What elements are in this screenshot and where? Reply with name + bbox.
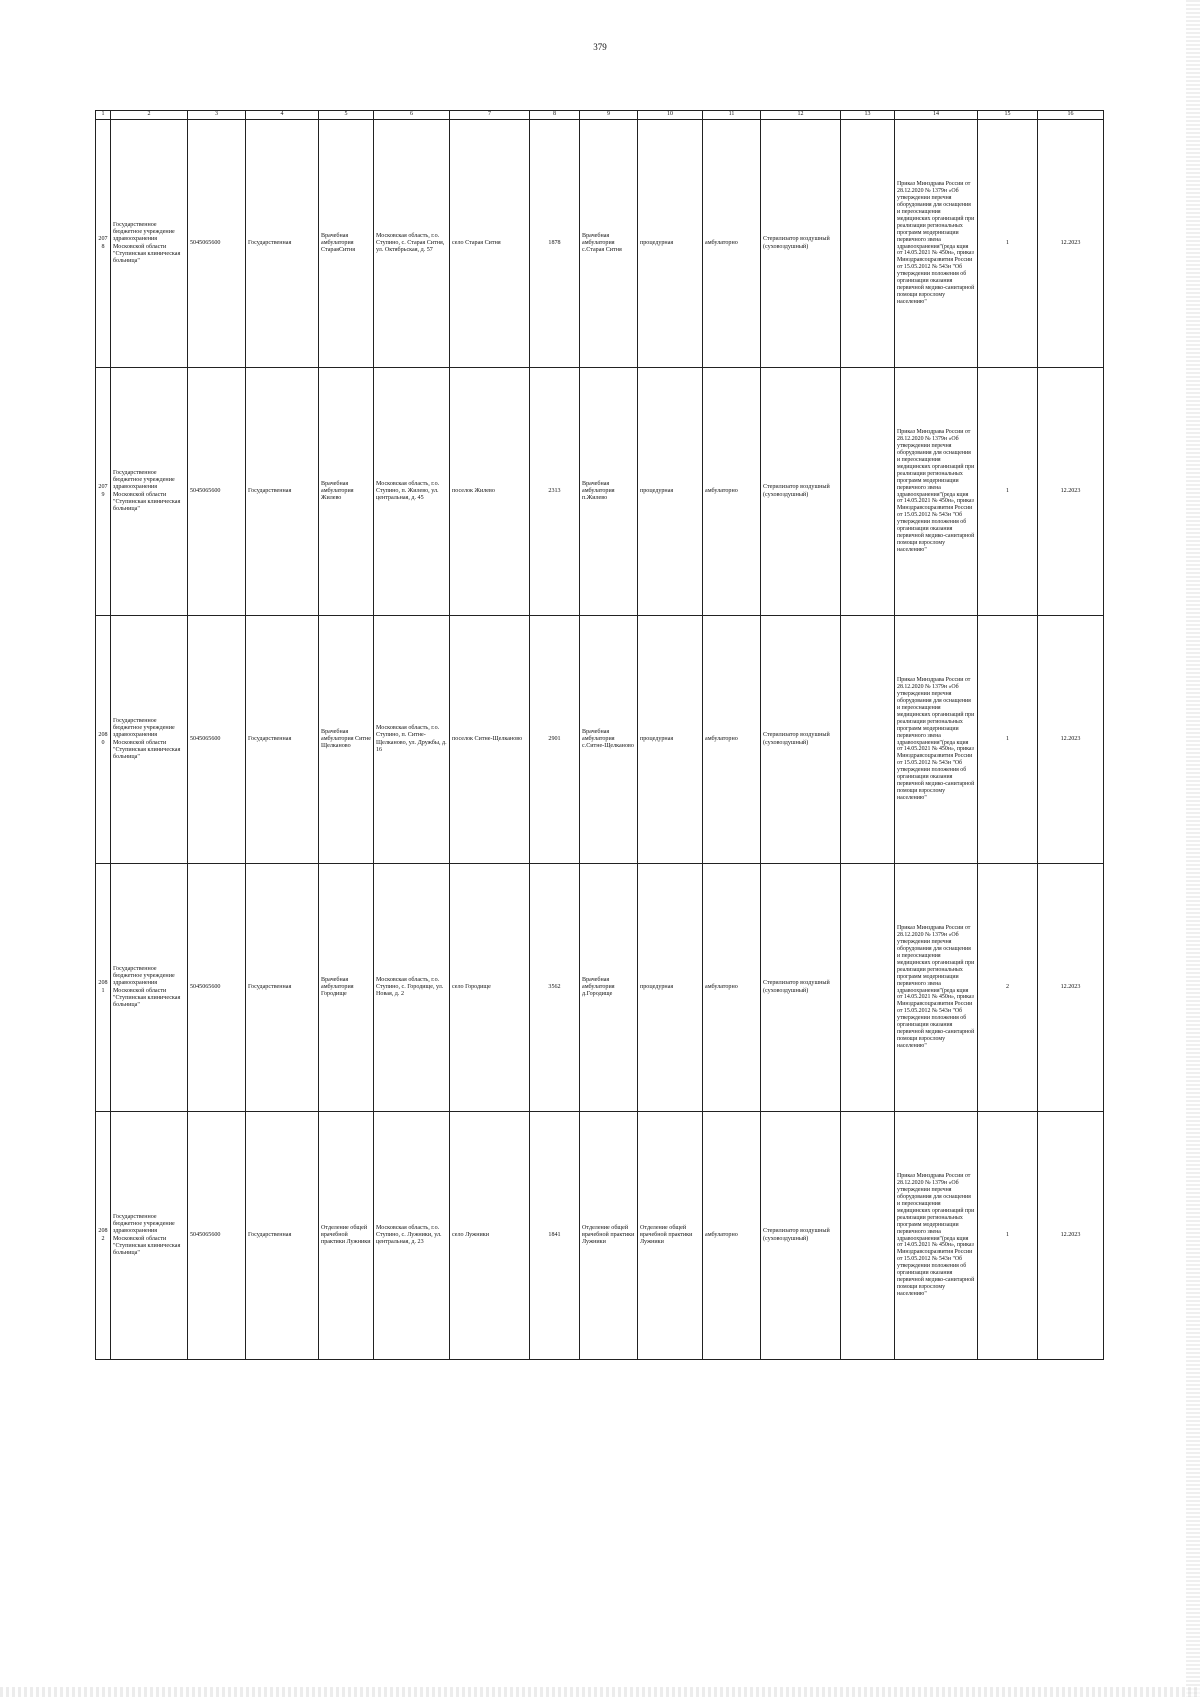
room-cell: Отделение общей врачебной практики Лужники [638, 1112, 703, 1360]
col13-cell [841, 616, 895, 864]
unit-cell: Врачебная амбулатория Жилево [319, 368, 374, 616]
column-header: 13 [841, 111, 895, 120]
row-number: 2080 [96, 616, 111, 864]
inn-cell: 5045065600 [188, 120, 246, 368]
column-header: 9 [580, 111, 638, 120]
basis-cell: Приказ Минздрава России от 28.12.2020 № 1379н «Об утверждении перечня оборудования для оснащения и переоснащения медицинских организаций при реализации региональных программ модернизации первичного звена здравоохранения"(реда кция от 14.05.2021 № 450н», приказ Минздравсоцразвития России от 15.05.2012 № 543н "Об утверждении положения об организации оказания первичной медико-санитарной помощи взрослому населению" [895, 616, 978, 864]
date-cell: 12.2023 [1038, 120, 1104, 368]
column-header: 5 [319, 111, 374, 120]
unit-cell: Врачебная амбулатория Городище [319, 864, 374, 1112]
column-header: 7 [450, 111, 530, 120]
address-cell: Московская область, г.о. Ступино, п. Ситне-Щелканово, ул. Дружбы, д. 16 [374, 616, 450, 864]
organization-cell: Государственное бюджетное учреждение здравоохранения Московской области "Ступинская клиническая больница" [111, 1112, 188, 1360]
scan-edge-bottom [0, 1687, 1200, 1697]
date-cell: 12.2023 [1038, 1112, 1104, 1360]
table-row [96, 864, 1104, 1112]
column-header: 10 [638, 111, 703, 120]
basis-cell: Приказ Минздрава России от 28.12.2020 № 1379н «Об утверждении перечня оборудования для оснащения и переоснащения медицинских организаций при реализации региональных программ модернизации первичного звена здравоохранения"(реда кция от 14.05.2021 № 450н», приказ Минздравсоцразвития России от 15.05.2012 № 543н "Об утверждении положения об организации оказания первичной медико-санитарной помощи взрослому населению" [895, 120, 978, 368]
col13-cell [841, 120, 895, 368]
settlement-cell: село Лужники [450, 1112, 530, 1360]
row-number: 2079 [96, 368, 111, 616]
date-cell: 12.2023 [1038, 368, 1104, 616]
column-header: 1 [96, 111, 111, 120]
room-cell: процедурная [638, 368, 703, 616]
settlement-cell: село Городище [450, 864, 530, 1112]
subdivision-cell: Отделение общей врачебной практики Лужники [580, 1112, 638, 1360]
row-number: 2082 [96, 1112, 111, 1360]
quantity-cell: 1 [978, 120, 1038, 368]
settlement-cell: поселок Ситне-Щелканово [450, 616, 530, 864]
ownership-cell: Государственная [246, 1112, 319, 1360]
equipment-cell: Стерилизатор воздушный (суховоздушный) [761, 1112, 841, 1360]
equipment-cell: Стерилизатор воздушный (суховоздушный) [761, 864, 841, 1112]
table-row [96, 120, 1104, 368]
col13-cell [841, 368, 895, 616]
address-cell: Московская область, г.о. Ступино, с. Старая Ситня, ул. Октябрьская, д. 57 [374, 120, 450, 368]
organization-cell: Государственное бюджетное учреждение здравоохранения Московской области "Ступинская клиническая больница" [111, 120, 188, 368]
table-row [96, 616, 1104, 864]
table-row [96, 1112, 1104, 1360]
ownership-cell: Государственная [246, 120, 319, 368]
ownership-cell: Государственная [246, 368, 319, 616]
ownership-cell: Государственная [246, 616, 319, 864]
basis-cell: Приказ Минздрава России от 28.12.2020 № 1379н «Об утверждении перечня оборудования для оснащения и переоснащения медицинских организаций при реализации региональных программ модернизации первичного звена здравоохранения"(реда кция от 14.05.2021 № 450н», приказ Минздравсоцразвития России от 15.05.2012 № 543н "Об утверждении положения об организации оказания первичной медико-санитарной помощи взрослому населению" [895, 864, 978, 1112]
page-number: 379 [593, 42, 607, 52]
column-header: 4 [246, 111, 319, 120]
col13-cell [841, 1112, 895, 1360]
population-cell: 3562 [530, 864, 580, 1112]
equipment-registry-table [95, 110, 1104, 1360]
table-row [96, 368, 1104, 616]
date-cell: 12.2023 [1038, 864, 1104, 1112]
population-cell: 2901 [530, 616, 580, 864]
col13-cell [841, 864, 895, 1112]
column-header: 8 [530, 111, 580, 120]
quantity-cell: 1 [978, 1112, 1038, 1360]
unit-cell: Отделение общей врачебной практики Лужники [319, 1112, 374, 1360]
column-header: 6 [374, 111, 450, 120]
organization-cell: Государственное бюджетное учреждение здравоохранения Московской области "Ступинская клиническая больница" [111, 864, 188, 1112]
column-header: 11 [703, 111, 761, 120]
address-cell: Московская область, г.о. Ступино, с. Городище, ул. Новая, д. 2 [374, 864, 450, 1112]
column-header: 15 [978, 111, 1038, 120]
room-cell: процедурная [638, 120, 703, 368]
organization-cell: Государственное бюджетное учреждение здравоохранения Московской области "Ступинская клиническая больница" [111, 616, 188, 864]
address-cell: Московская область, г.о. Ступино, с. Лужники, ул. центральная, д. 23 [374, 1112, 450, 1360]
column-header: 12 [761, 111, 841, 120]
subdivision-cell: Врачебная амбулатория с.Старая Ситня [580, 120, 638, 368]
column-header: 3 [188, 111, 246, 120]
inn-cell: 5045065600 [188, 1112, 246, 1360]
equipment-cell: Стерилизатор воздушный (суховоздушный) [761, 368, 841, 616]
row-number: 2081 [96, 864, 111, 1112]
subdivision-cell: Врачебная амбулатория п.Жилево [580, 368, 638, 616]
unit-cell: Врачебная амбулатория Ситне Щелканово [319, 616, 374, 864]
address-cell: Московская область, г.о. Ступино, п. Жилево, ул. центральная, д. 45 [374, 368, 450, 616]
inn-cell: 5045065600 [188, 864, 246, 1112]
column-header: 16 [1038, 111, 1104, 120]
population-cell: 1878 [530, 120, 580, 368]
subdivision-cell: Врачебная амбулатория д.Городище [580, 864, 638, 1112]
care-type-cell: амбулаторно [703, 864, 761, 1112]
column-number-row [96, 111, 1104, 120]
quantity-cell: 1 [978, 616, 1038, 864]
population-cell: 2313 [530, 368, 580, 616]
settlement-cell: поселок Жилево [450, 368, 530, 616]
care-type-cell: амбулаторно [703, 616, 761, 864]
care-type-cell: амбулаторно [703, 1112, 761, 1360]
basis-cell: Приказ Минздрава России от 28.12.2020 № 1379н «Об утверждении перечня оборудования для оснащения и переоснащения медицинских организаций при реализации региональных программ модернизации первичного звена здравоохранения"(реда кция от 14.05.2021 № 450н», приказ Минздравсоцразвития России от 15.05.2012 № 543н "Об утверждении положения об организации оказания первичной медико-санитарной помощи взрослому населению" [895, 1112, 978, 1360]
organization-cell: Государственное бюджетное учреждение здравоохранения Московской области "Ступинская клиническая больница" [111, 368, 188, 616]
quantity-cell: 2 [978, 864, 1038, 1112]
settlement-cell: село Старая Ситня [450, 120, 530, 368]
column-header: 2 [111, 111, 188, 120]
subdivision-cell: Врачебная амбулатория с.Ситне-Щелканово [580, 616, 638, 864]
inn-cell: 5045065600 [188, 368, 246, 616]
row-number: 2078 [96, 120, 111, 368]
ownership-cell: Государственная [246, 864, 319, 1112]
care-type-cell: амбулаторно [703, 120, 761, 368]
quantity-cell: 1 [978, 368, 1038, 616]
inn-cell: 5045065600 [188, 616, 246, 864]
population-cell: 1841 [530, 1112, 580, 1360]
basis-cell: Приказ Минздрава России от 28.12.2020 № 1379н «Об утверждении перечня оборудования для оснащения и переоснащения медицинских организаций при реализации региональных программ модернизации первичного звена здравоохранения"(реда кция от 14.05.2021 № 450н», приказ Минздравсоцразвития России от 15.05.2012 № 543н "Об утверждении положения об организации оказания первичной медико-санитарной помощи взрослому населению" [895, 368, 978, 616]
scan-edge-right [1186, 0, 1200, 1697]
room-cell: процедурная [638, 864, 703, 1112]
column-header: 14 [895, 111, 978, 120]
equipment-cell: Стерилизатор воздушный (суховоздушный) [761, 120, 841, 368]
care-type-cell: амбулаторно [703, 368, 761, 616]
date-cell: 12.2023 [1038, 616, 1104, 864]
unit-cell: Врачебная амбулатория СтараяСитня [319, 120, 374, 368]
room-cell: процедурная [638, 616, 703, 864]
equipment-cell: Стерилизатор воздушный (суховоздушный) [761, 616, 841, 864]
